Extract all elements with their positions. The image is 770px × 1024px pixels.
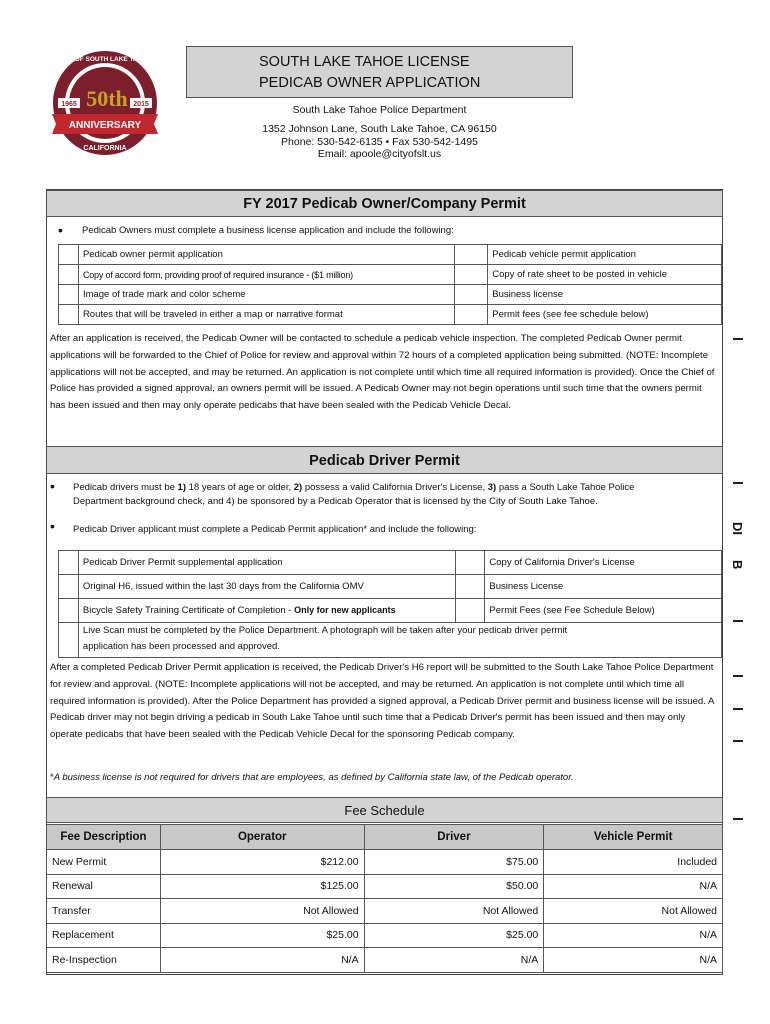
checkbox-cell[interactable] [59, 265, 79, 285]
operator-fee: N/A [160, 948, 364, 973]
driver-fee: $50.00 [364, 874, 544, 899]
table-row [59, 285, 722, 305]
column-header: Operator [160, 825, 364, 850]
margin-mark [733, 338, 743, 340]
column-header: Fee Description [47, 825, 161, 850]
requirement-item: Permit Fees (see Fee Schedule Below) [485, 599, 722, 623]
table-row [59, 245, 722, 265]
owner-requirements-table [58, 244, 722, 325]
table-row [59, 551, 722, 575]
margin-text: B [730, 560, 745, 570]
vehicle-fee: N/A [544, 923, 723, 948]
fee-description: Re-Inspection [47, 948, 161, 973]
owner-section-title: FY 2017 Pedicab Owner/Company Permit [46, 190, 723, 217]
svg-text:50th: 50th [86, 86, 128, 111]
table-row [59, 575, 722, 599]
bullet-icon: • [50, 478, 55, 494]
fee-description: Transfer [47, 899, 161, 924]
checkbox-cell[interactable] [455, 305, 488, 325]
requirement-item: Copy of accord form, providing proof of required insurance - ($1 million) [78, 265, 454, 285]
checkbox-cell[interactable] [59, 575, 79, 599]
margin-mark [733, 675, 743, 677]
checkbox-cell[interactable] [59, 285, 79, 305]
svg-text:2015: 2015 [133, 101, 149, 108]
operator-fee: Not Allowed [160, 899, 364, 924]
checkbox-cell[interactable] [455, 551, 485, 575]
email: Email: apoole@cityofslt.us [317, 148, 442, 160]
requirement-item: Image of trade mark and color scheme [78, 285, 454, 305]
column-header: Driver [364, 825, 544, 850]
department-name: South Lake Tahoe Police Department [292, 104, 467, 116]
margin-mark [733, 818, 743, 820]
driver-requirements-table [58, 550, 722, 658]
table-row [59, 599, 722, 623]
requirement-item: Original H6, issued within the last 30 days from the California OMV [78, 575, 455, 599]
checkbox-cell[interactable] [59, 551, 79, 575]
table-header-row [47, 825, 723, 850]
city-50th-anniversary-seal [50, 48, 160, 158]
requirement-item: Bicycle Safety Training Certificate of Completion - Only for new applicants [78, 599, 455, 623]
checkbox-cell[interactable] [455, 599, 485, 623]
requirement-item: Business license [488, 285, 722, 305]
svg-text:1965: 1965 [61, 101, 77, 108]
requirement-item: Business License [485, 575, 722, 599]
driver-fee: N/A [364, 948, 544, 973]
margin-mark [733, 482, 743, 484]
form-title-line2: PEDICAB OWNER APPLICATION [259, 75, 481, 91]
table-row [47, 899, 723, 924]
operator-fee: $212.00 [160, 850, 364, 875]
owner-bullet-text: Pedicab Owners must complete a business license application and include the following: [82, 225, 454, 236]
vehicle-fee: N/A [544, 948, 723, 973]
table-row [59, 305, 722, 325]
phone-fax: Phone: 530-542-6135 • Fax 530-542-1495 [281, 135, 478, 148]
bullet-icon: • [58, 222, 63, 238]
fee-description: Renewal [47, 874, 161, 899]
checkbox-cell[interactable] [59, 623, 79, 658]
svg-text:CALIFORNIA: CALIFORNIA [83, 145, 127, 152]
fee-description: New Permit [47, 850, 161, 875]
driver-section-title: Pedicab Driver Permit [46, 446, 723, 474]
checkbox-cell[interactable] [59, 245, 79, 265]
requirement-item: Routes that will be traveled in either a map or narrative format [78, 305, 454, 325]
svg-text:CITY OF SOUTH LAKE TAHOE: CITY OF SOUTH LAKE TAHOE [58, 56, 152, 63]
fee-schedule-title: Fee Schedule [46, 797, 723, 823]
bullet-icon: • [50, 518, 55, 534]
checkbox-cell[interactable] [455, 575, 485, 599]
requirement-item: Copy of California Driver's License [485, 551, 722, 575]
operator-fee: $25.00 [160, 923, 364, 948]
checkbox-cell[interactable] [455, 265, 488, 285]
vehicle-fee: Included [544, 850, 723, 875]
fee-description: Replacement [47, 923, 161, 948]
requirement-item: Pedicab owner permit application [78, 245, 454, 265]
checkbox-cell[interactable] [455, 245, 488, 265]
address: 1352 Johnson Lane, South Lake Tahoe, CA 96150 [262, 123, 497, 135]
margin-mark [733, 708, 743, 710]
checkbox-cell[interactable] [455, 285, 488, 305]
table-row [59, 623, 722, 658]
driver-fee: $25.00 [364, 923, 544, 948]
table-row [47, 874, 723, 899]
requirement-item: Live Scan must be completed by the Police Department. A photograph will be taken after your pedicab driver permit application has been processed and approved. [78, 623, 721, 658]
driver-fee: Not Allowed [364, 899, 544, 924]
table-row [47, 948, 723, 973]
requirement-item: Pedicab Driver Permit supplemental application [78, 551, 455, 575]
requirement-item: Copy of rate sheet to be posted in vehicle [488, 265, 722, 285]
driver-bullet1-text: Pedicab drivers must be 1) 18 years of age or older, 2) possess a valid California Driver's License, 3) pass a South Lake Tahoe Police Department background check, and 4) be sponsored by a Pedicab Operator that is licensed by the City of South Lake Tahoe. [73, 482, 635, 507]
fee-schedule-table [46, 824, 723, 973]
new-applicants-note: Only for new applicants [294, 605, 396, 615]
owner-paragraph: After an application is received, the Pedicab Owner will be contacted to schedule a pedicab vehicle inspection. The completed Pedicab Owner permit applications will be forwarded to the Chief of Police for review and approval within 72 hours of a completed application being submitted. (NOTE: Incomplete applications will not be accepted, and may be returned. An application is not complete until which time all required information is provided). Once the Chief of Police has provided a signed approval, an owners permit will be issued. A Pedicab Owner may not begin operations until such time that the owners permit has been issued and then may only operate pedicabs that have been sealed with the Pedicab Vehicle Decal. [50, 333, 715, 412]
table-row [59, 265, 722, 285]
operator-fee: $125.00 [160, 874, 364, 899]
column-header: Vehicle Permit [544, 825, 723, 850]
requirement-item: Permit fees (see fee schedule below) [488, 305, 722, 325]
form-title-box [186, 46, 573, 98]
form-title-line1: SOUTH LAKE TAHOE LICENSE [259, 54, 470, 70]
margin-mark [733, 740, 743, 742]
driver-fee: $75.00 [364, 850, 544, 875]
driver-bullet2-text: Pedicab Driver applicant must complete a Pedicab Permit application* and include the following: [73, 524, 477, 535]
checkbox-cell[interactable] [59, 599, 79, 623]
checkbox-cell[interactable] [59, 305, 79, 325]
table-row [47, 850, 723, 875]
vehicle-fee: N/A [544, 874, 723, 899]
contact-block [186, 123, 573, 161]
svg-text:ANNIVERSARY: ANNIVERSARY [68, 120, 142, 131]
margin-text: DI [730, 522, 745, 535]
vehicle-fee: Not Allowed [544, 899, 723, 924]
footnote: *A business license is not required for drivers that are employees, as defined by California state law, of the Pedicab operator. [50, 772, 574, 783]
requirement-item: Pedicab vehicle permit application [488, 245, 722, 265]
driver-paragraph: After a completed Pedicab Driver Permit application is received, the Pedicab Driver's H6 report will be submitted to the South Lake Tahoe Police Department for review and approval. (NOTE: Incomplete applications will not be accepted, and may be returned. An application is not complete until which time all required information is provided). After the Police Department has provided a signed approval, a Pedicab Driver permit and business license will be issued. A Pedicab driver may not begin driving a pedicab in South Lake Tahoe until such time that a Pedicab Driver's permit has been issued and then may only operate pedicabs that have been sealed with the Pedicab Vehicle Decal for the sponsoring Pedicab company. [50, 662, 714, 741]
table-row [47, 923, 723, 948]
margin-mark [733, 620, 743, 622]
